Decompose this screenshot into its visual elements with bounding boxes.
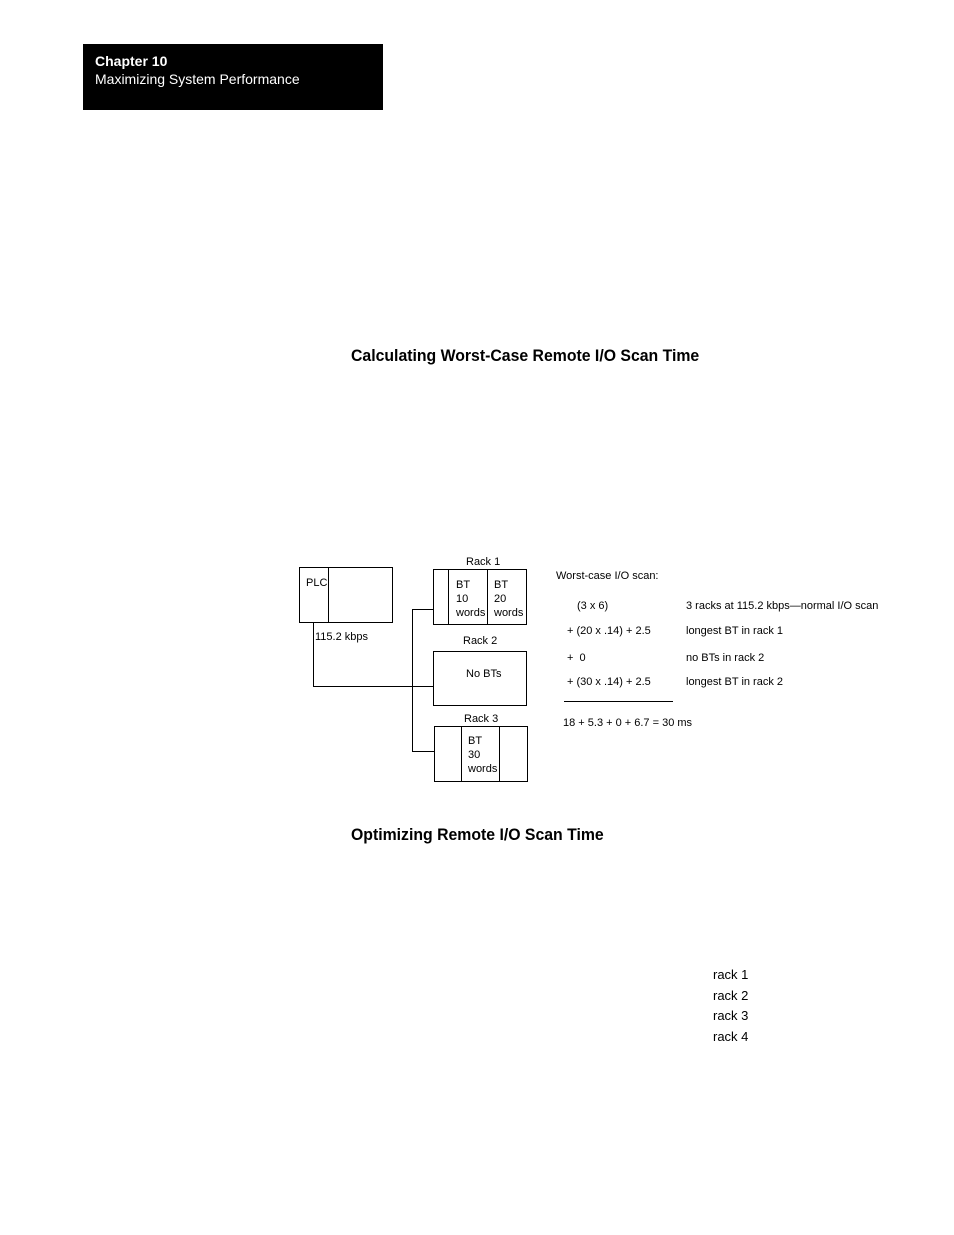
chapter-number: Chapter 10: [95, 53, 168, 69]
plc-box: [299, 567, 393, 623]
rack3-box: [434, 726, 528, 782]
rack1-drop: [412, 609, 433, 610]
rack1-divider-b: [487, 570, 488, 624]
calc-expr-1: (3 x 6): [577, 600, 609, 612]
rack1-slot1-line2: 10: [456, 593, 469, 605]
rack1-slot2-line3: words: [494, 607, 524, 619]
rack2-box: [433, 651, 527, 706]
rack3-slot: [468, 734, 497, 776]
rack-list: [713, 965, 748, 1047]
rack3-divider-b: [499, 727, 500, 781]
rack1-divider-a: [448, 570, 449, 624]
rack3-slot-line3: words: [468, 763, 498, 775]
rack3-drop: [412, 751, 434, 752]
rack3-slot-line1: BT: [468, 735, 483, 747]
plc-label: PLC: [306, 577, 328, 589]
sum-rule: [564, 701, 673, 702]
rack1-title: Rack 1: [466, 556, 501, 568]
calc-note-1: 3 racks at 115.2 kbps—normal I/O scan: [686, 600, 879, 612]
chapter-header: [83, 44, 383, 110]
calc-note-2: longest BT in rack 1: [686, 625, 784, 637]
list-item: rack 2: [713, 987, 749, 1003]
calc-expr-2: + (20 x .14) + 2.5: [567, 625, 651, 637]
rack3-slot-line2: 30: [468, 749, 481, 761]
rack1-box: [433, 569, 527, 625]
rack1-slot2-line2: 20: [494, 593, 507, 605]
list-item: rack 3: [713, 1008, 749, 1023]
baud-rate-label: 115.2 kbps: [315, 631, 369, 643]
list-item: rack 1: [713, 967, 749, 982]
rack2-content: No BTs: [466, 668, 502, 680]
calc-total: 18 + 5.3 + 0 + 6.7 = 30 ms: [563, 717, 693, 729]
worst-case-heading: Calculating Worst-Case Remote I/O Scan Time: [351, 346, 700, 365]
plc-link-line: [313, 622, 314, 686]
rack1-slot2: [494, 578, 523, 620]
rack1-slot1: [456, 578, 485, 620]
calc-expr-4: + (30 x .14) + 2.5: [567, 676, 651, 688]
rack2-title: Rack 2: [463, 635, 498, 647]
trunk-line: [313, 686, 433, 687]
calc-note-3: no BTs in rack 2: [686, 652, 765, 664]
rack1-slot1-line1: BT: [456, 579, 471, 591]
rack1-slot2-line1: BT: [494, 579, 509, 591]
calc-heading: Worst-case I/O scan:: [556, 570, 659, 582]
list-item: rack 4: [713, 1028, 749, 1044]
rack1-slot1-line3: words: [456, 607, 486, 619]
branch-line: [412, 609, 413, 751]
optimizing-heading: Optimizing Remote I/O Scan Time: [351, 825, 604, 844]
calc-note-4: longest BT in rack 2: [686, 676, 784, 688]
rack3-title: Rack 3: [464, 713, 499, 725]
calc-expr-3: + 0: [567, 652, 586, 664]
chapter-title: Maximizing System Performance: [95, 71, 300, 87]
plc-divider: [328, 568, 329, 622]
rack3-divider-a: [461, 727, 462, 781]
